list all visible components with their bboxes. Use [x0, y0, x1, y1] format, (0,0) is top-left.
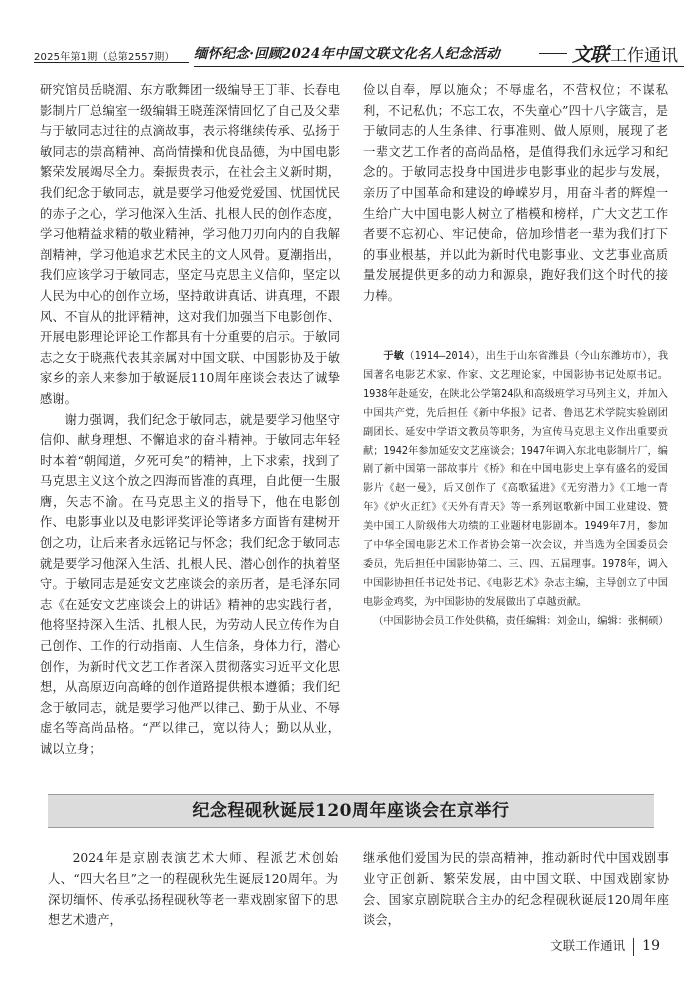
header-rule-left — [34, 62, 189, 63]
issue-number: 2025年第1期（总第2557期） — [34, 52, 175, 63]
article2-paragraph-1: 2024年是京剧表演艺术大师、程派艺术创始人、“四大名旦”之一的程砚秋先生诞辰120周年。为深切缅怀、传承弘扬程砚秋等老一辈戏剧家留下的思想艺术遗产， — [48, 851, 338, 928]
page-header — [34, 40, 684, 70]
brand-title: 工作通讯 — [610, 46, 679, 66]
bio-credit: （中国影协会员工作处供稿，责任编辑：刘金山，编辑：张桐硕） — [373, 615, 669, 627]
page-footer — [550, 936, 660, 956]
bio-name: 于敏 — [383, 351, 405, 362]
header-rule-mid — [539, 53, 567, 54]
article2-right-column — [363, 848, 669, 931]
article1-left-column — [40, 80, 340, 760]
brand — [572, 40, 678, 67]
brand-logo: 文联 — [572, 44, 609, 66]
page-number: 19 — [642, 938, 660, 954]
article1-paragraph-1: 研究馆员岳晓湄、东方歌舞团一级编导王丁菲、长春电影制片厂总编室一级编辑王晓莲深情回忆了自己及父辈与于敏同志过往的点滴故事，表示将继续传承、弘扬于敏同志的崇高精神、高尚情操和优良品德，为中国电影繁荣发展竭尽全力。秦振贵表示，在社会主义新时期，我们纪念于敏同志，就是要学习他爱党爱国、忧国忧民的赤子之心，学习他深入生活、扎根人民的创作态度，学习他精益求精的敬业精神，学习他刀刃向内的自我解剖精神，学习他追求艺术民主的文人风骨。夏潮指出，我们应该学习于敏同志，坚定马克思主义信仰，坚定以人民为中心的创作立场，坚持敢讲真话、讲真理，不跟风、不盲从的批评精神，这对我们加强当下电影创作、开展电影理论评论工作都具有十分重要的启示。于敏同志之女于晓燕代表其亲属对中国文联、中国影协及于敏家乡的亲人来参加于敏诞辰110周年座谈会表达了诚挚感谢。 — [40, 83, 340, 406]
column-theme: 缅怀纪念·回顾2024年中国文联文化名人纪念活动 — [194, 46, 500, 62]
article1-paragraph-3: 俭以自奉，厚以施众；不辱虚名，不营权位；不谋私利，不记私仇；不忘工农，不失童心”四十八字箴言，是于敏同志的人生条律、行事准则、做人原则，展现了老一辈文艺工作者的高尚品格，是值得我们永远学习和纪念的。于敏同志投身中国进步电影事业的起步与发展，亲历了中国革命和建设的峥嵘岁月，用奋斗者的辉煌一生给广大中国电影人树立了楷模和榜样，广大文艺工作者要不忘初心、牢记使命，倍加珍惜老一辈为我们打下的事业根基，并以此为新时代电影事业、文艺事业高质量发展提供更多的动力和源泉，跑好我们这个时代的接力棒。 — [363, 83, 668, 303]
footer-publication: 文联工作通讯 — [550, 938, 626, 953]
article1-right-column — [363, 80, 668, 307]
article2-left-column — [48, 848, 338, 931]
footer-divider — [633, 938, 634, 956]
article1-paragraph-2: 谢力强调，我们纪念于敏同志，就是要学习他坚守信仰、献身理想、不懈追求的奋斗精神。于敏同志年轻时本着“朝闻道，夕死可矣”的精神，上下求索，找到了马克思主义这个放之四海而皆准的真理，自此便一生服膺，矢志不渝。在马克思主义的指导下，他在电影创作、电影事业以及电影评奖评论等诸多方面皆有建树开创之功，让后来者永远铭记与怀念；我们纪念于敏同志就是要学习他深入生活、扎根人民、潜心创作的执着坚守。于敏同志是延安文艺座谈会的亲历者，是毛泽东同志《在延安文艺座谈会上的讲话》精神的忠实践行者，他将坚持深入生活、扎根人民，为劳动人民立传作为自己创作、工作的行动指南、人生信条，身体力行，潜心创作，为新时代文艺工作者深入贯彻落实习近平文化思想，从高原迈向高峰的创作道路提供根本遵循；我们纪念于敏同志，就是要学习他严以律己、勤于从业、不辱虚名等高尚品格。“严以律己，宽以待人；勤以从业，诚以立身； — [40, 412, 340, 756]
header-rule-bottom — [194, 66, 684, 67]
bio-text: （1914—2014），出生于山东省潍县（今山东潍坊市），我国著名电影艺术家、作家、文艺理论家，中国影协书记处原书记。1938年赴延安，在陕北公学第24队和高级班学习马列主义，并加入中国共产党，先后担任《新中华报》记者、鲁迅艺术学院实验剧团副团长、延安中学语文教员等职务，为宣传马克思主义作出重要贡献；1942年参加延安文艺座谈会；1947年调入东北电影制片厂，编剧了新中国第一部故事片《桥》和在中国电影史上享有盛名的爱国影片《赵一曼》，后又创作了《高歌猛进》《无穷潜力》《工地一青年》《炉火正红》《天外有青天》等一系列讴歌新中国工业建设、赞美中国工人阶级伟大功绩的工业题材电影剧本。1949年7月，参加了中华全国电影艺术工作者协会第一次会议，并当选为全国委员会委员，先后担任中国影协第二、三、四、五届理事。1978年，调入中国影协担任书记处书记、《电影艺术》杂志主编，主导创立了中国电影金鸡奖，为中国影协的发展做出了卓越贡献。 — [363, 351, 669, 608]
article2-headline: 纪念程砚秋诞辰120周年座谈会在京举行 — [48, 794, 654, 828]
article2-paragraph-2: 继承他们爱国为民的崇高精神，推动新时代中国戏剧事业守正创新、繁荣发展，由中国文联、中国戏剧家协会、国家京剧院联合主办的纪念程砚秋诞辰120周年座谈会， — [363, 851, 669, 928]
biography-note — [363, 348, 668, 632]
